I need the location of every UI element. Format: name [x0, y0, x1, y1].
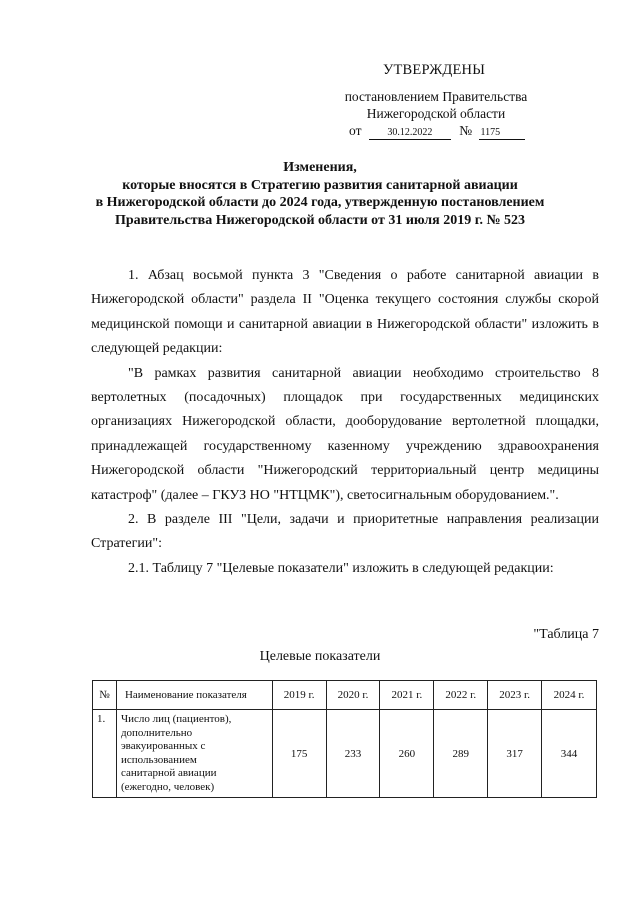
- date-value: 30.12.2022: [369, 127, 451, 140]
- approved-heading: УТВЕРЖДЕНЫ: [383, 62, 486, 78]
- title-line-3: в Нижегородской области до 2024 года, утвержденную постановлением: [95, 195, 545, 210]
- value-2019: 175: [272, 710, 326, 798]
- value-2023: 317: [488, 710, 542, 798]
- paragraph-3: 2. В разделе III "Цели, задачи и приоритетные направления реализации Стратегии":: [91, 512, 599, 552]
- value-2020: 233: [326, 710, 380, 798]
- title-line-1: Изменения,: [283, 160, 357, 175]
- header-2024: 2024 г.: [542, 681, 597, 710]
- title-line-2: которые вносятся в Стратегию развития санитарной авиации: [122, 177, 518, 193]
- header-2019: 2019 г.: [272, 681, 326, 710]
- table-header-row: [93, 681, 597, 710]
- header-2020: 2020 г.: [326, 681, 380, 710]
- indicators-table: [92, 680, 597, 798]
- header-num: №: [93, 681, 117, 710]
- number-value: 1175: [479, 127, 525, 140]
- decree-block: [330, 88, 542, 122]
- date-label: от: [349, 123, 362, 138]
- header-2021: 2021 г.: [380, 681, 434, 710]
- paragraph-2: "В рамках развития санитарной авиации необходимо строительство 8 вертолетных (посадочных) площадок при государственных медицинских организациях Нижегородской области, дооборудование вертолетной площадки, принадлежащей государственному казенному учреждению здравоохранения Нижегородской области "Нижегородский территориальный центр медицины катастроф" (далее – ГКУЗ НО "НТЦМК"), светосигнальным оборудованием.".: [91, 365, 599, 503]
- paragraph-1: 1. Абзац восьмой пункта 3 "Сведения о работе санитарной авиации в Нижегородской области" раздела II "Оценка текущего состояния службы скорой медицинской помощи и санитарной авиации в Нижегородской области" изложить в следующей редакции:: [91, 268, 599, 357]
- name-line: Число лиц (пациентов),: [120, 713, 232, 725]
- value-2022: 289: [434, 710, 488, 798]
- paragraph-4: 2.1. Таблицу 7 "Целевые показатели" изложить в следующей редакции:: [128, 560, 554, 576]
- name-line: санитарной авиации: [120, 767, 217, 779]
- decree-line-2: Нижегородской области: [366, 106, 506, 121]
- table-title: Целевые показатели: [259, 649, 381, 664]
- row-num: 1.: [93, 710, 117, 798]
- number-label: №: [459, 123, 473, 138]
- table-label: "Таблица 7: [533, 627, 599, 642]
- decree-date-number: [349, 123, 525, 140]
- document-body: [91, 264, 599, 581]
- name-line: эвакуированных с: [120, 740, 206, 752]
- value-2024: 344: [542, 710, 597, 798]
- header-indicator-name: Наименование показателя: [116, 681, 272, 710]
- row-indicator-name: [116, 710, 272, 798]
- name-line: использованием: [120, 753, 197, 766]
- header-2022: 2022 г.: [434, 681, 488, 710]
- title-line-4: Правительства Нижегородской области от 31 июля 2019 г. № 523: [114, 212, 526, 228]
- value-2021: 260: [380, 710, 434, 798]
- name-line: (ежегодно, человек): [120, 780, 215, 793]
- header-2023: 2023 г.: [488, 681, 542, 710]
- decree-line-1: постановлением Правительства: [344, 89, 528, 104]
- name-line: дополнительно: [120, 726, 193, 739]
- document-title: [80, 159, 560, 229]
- table-row: [93, 710, 597, 798]
